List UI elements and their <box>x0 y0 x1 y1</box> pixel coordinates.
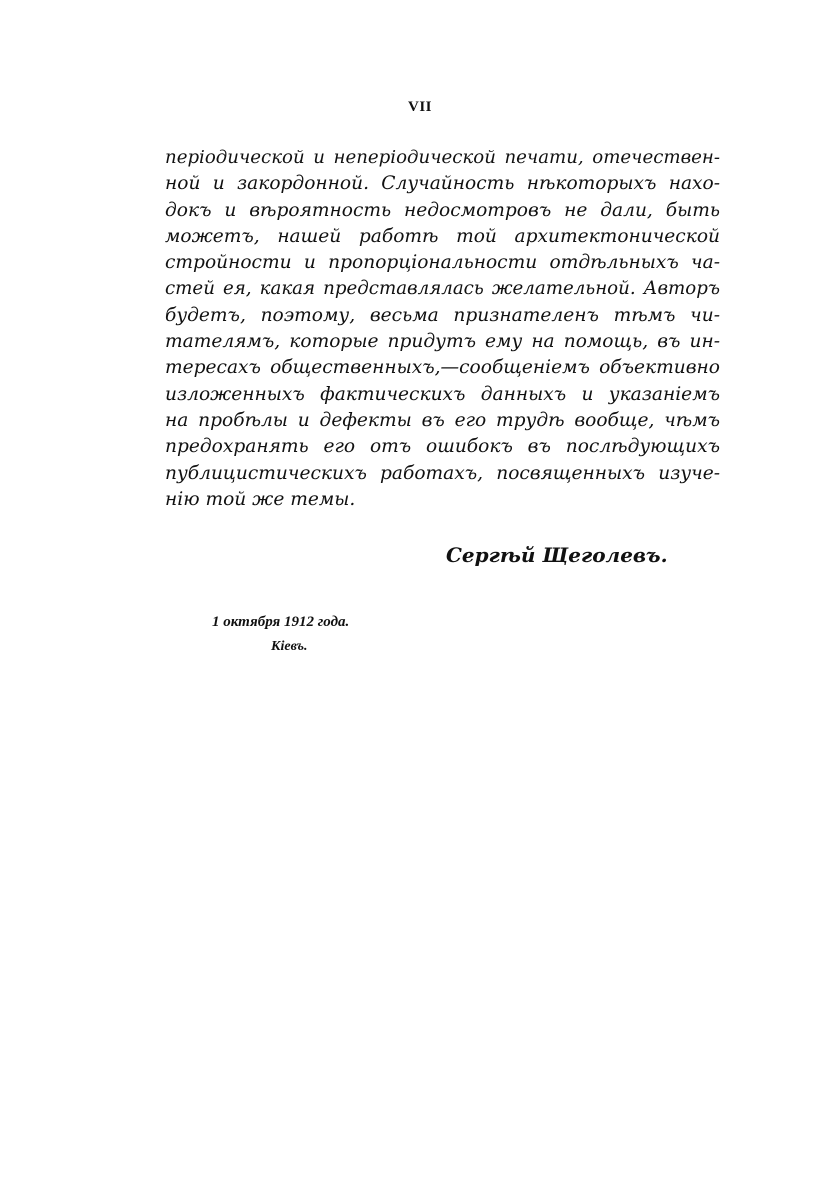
body-text <box>165 145 720 513</box>
text-line: стройности и пропорціональности отдѣльныхъ ча- <box>165 252 720 274</box>
author-signature: Сергѣй Щеголевъ. <box>446 543 668 567</box>
text-line: будетъ, поэтому, весьма признателенъ тѣмъ чи- <box>165 304 720 326</box>
place-line: Кіевъ. <box>271 639 308 654</box>
text-line: тателямъ, которые придутъ ему на помощь, въ ин- <box>165 331 720 353</box>
text-line: на пробѣлы и дефекты въ его трудѣ вообще, чѣмъ <box>165 409 720 431</box>
text-line: можетъ, нашей работѣ той архитектонической <box>165 225 720 247</box>
text-line: докъ и вѣроятность недосмотровъ не дали, быть <box>165 199 720 221</box>
text-line: изложенныхъ фактическихъ данныхъ и указаніемъ <box>165 383 720 405</box>
text-line: публицистическихъ работахъ, посвященныхъ изуче- <box>165 462 720 484</box>
text-line: нію той же темы. <box>165 488 356 510</box>
text-line: періодической и неперіодической печати, отечествен- <box>165 147 720 168</box>
text-line: ной и закордонной. Случайность нѣкоторыхъ нахо- <box>165 173 720 195</box>
text-line: предохранять его отъ ошибокъ въ послѣдующихъ <box>165 436 720 458</box>
date-line: 1 октября 1912 года. <box>212 614 350 630</box>
text-line: стей ея, какая представлялась желательной. Авторъ <box>165 278 720 300</box>
text-line: тересахъ общественныхъ,—сообщеніемъ объективно <box>165 357 720 379</box>
page-number: VII <box>407 99 432 115</box>
